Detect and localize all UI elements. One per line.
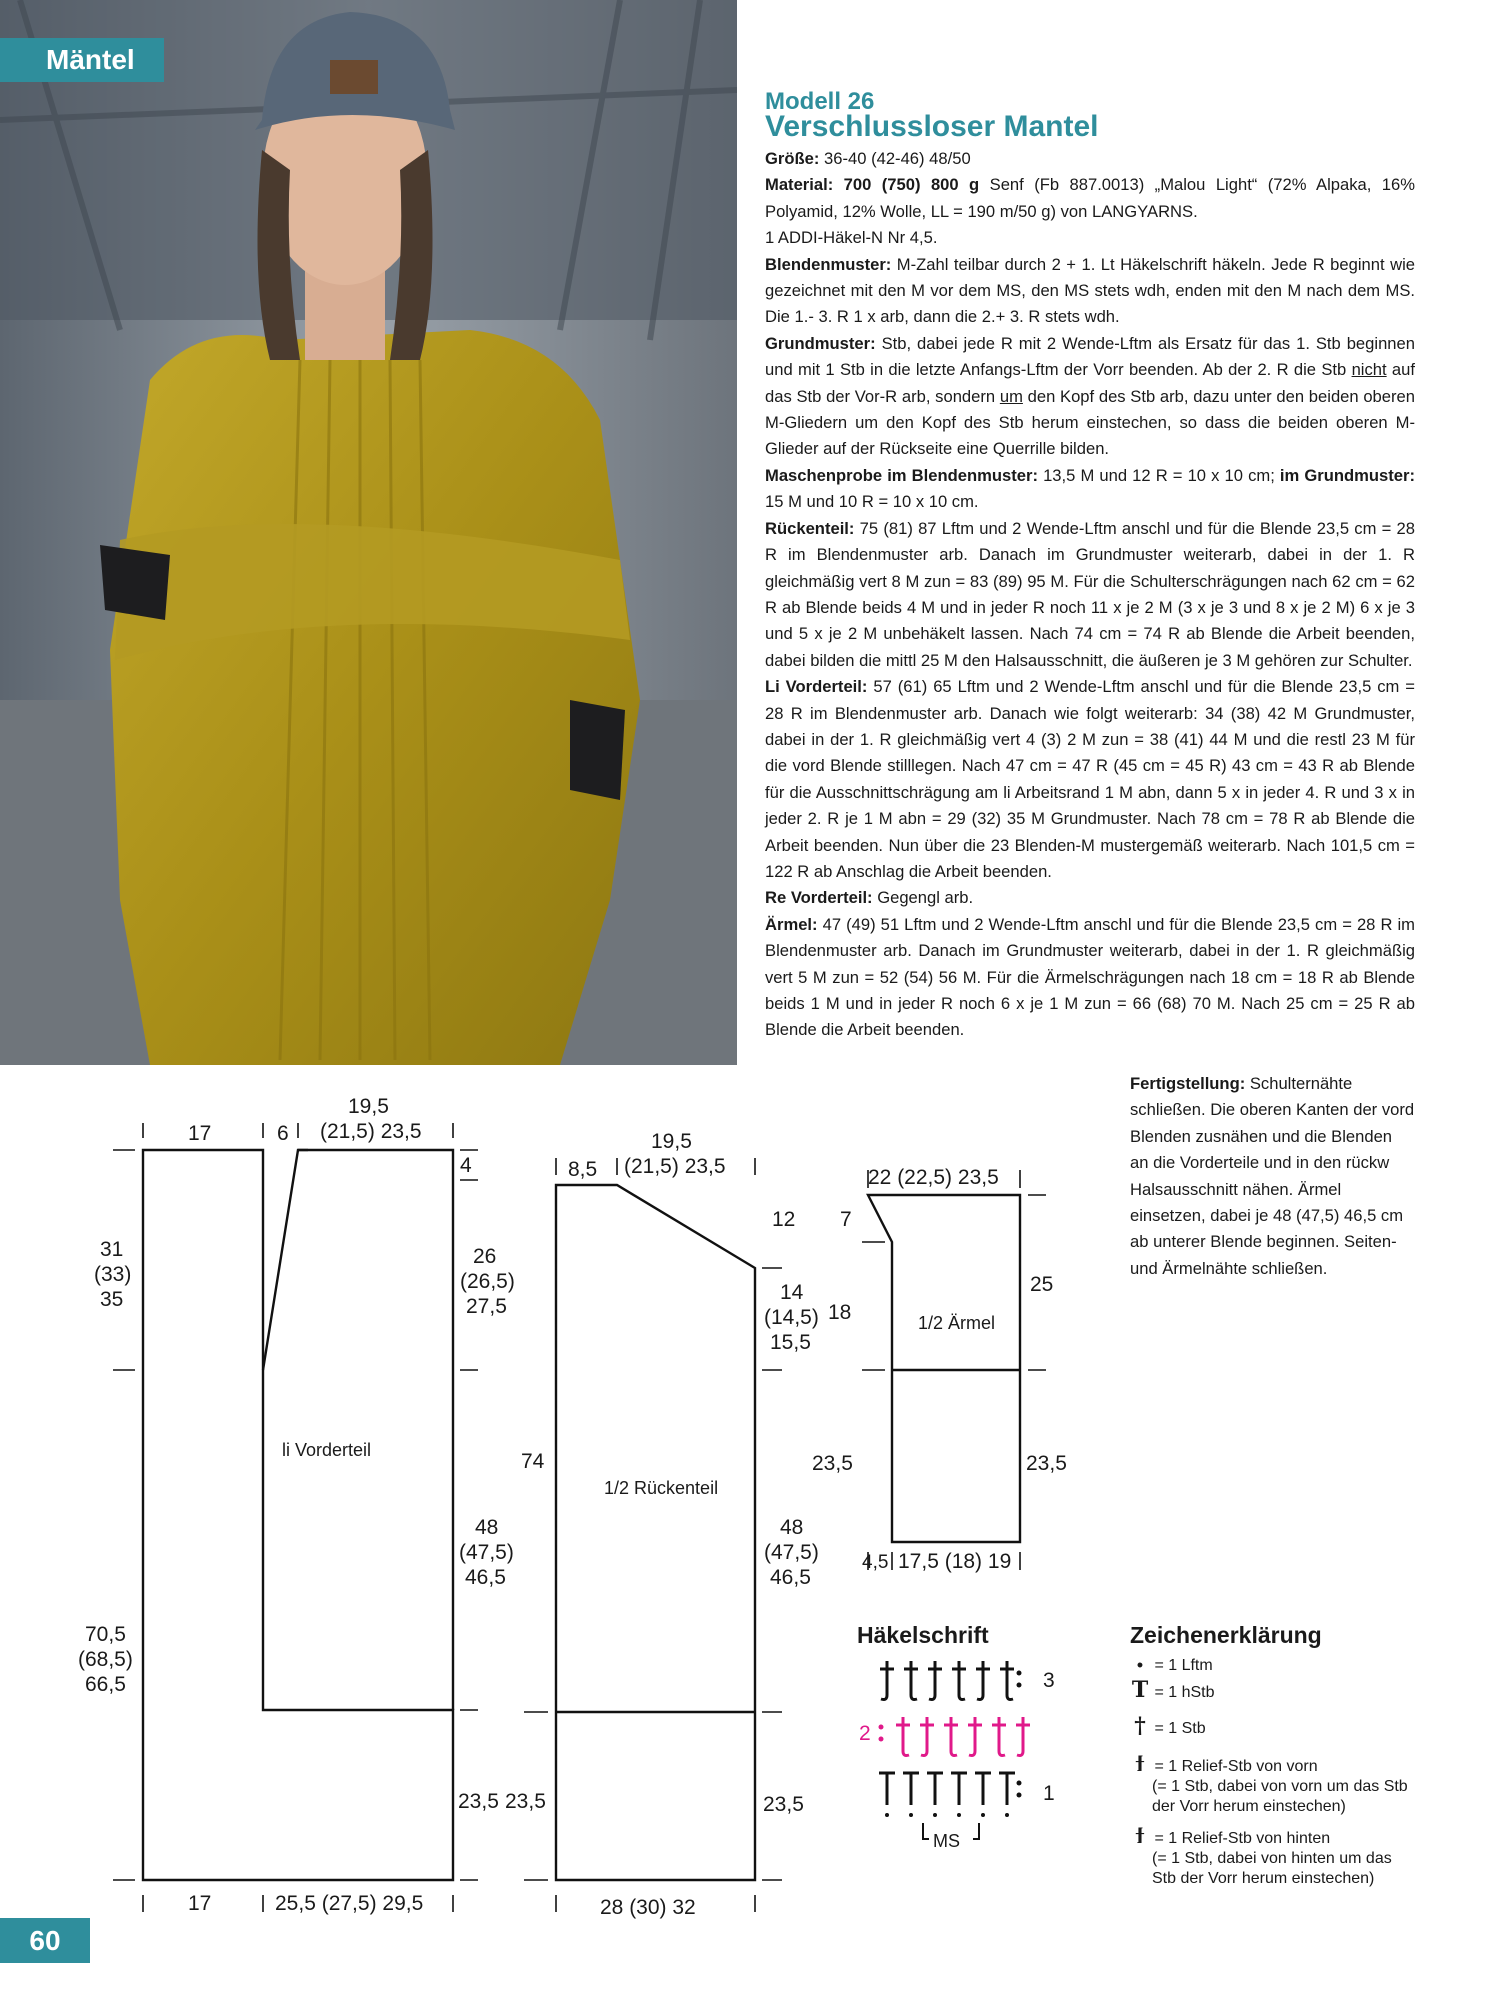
back-dim-right-mid-3: 15,5 [770,1331,811,1354]
hook-paragraph: 1 ADDI-Häkel-N Nr 4,5. [765,228,938,248]
back-dim-top-right-1: 19,5 [651,1130,692,1153]
front-dim-right-mid-1: 26 [473,1245,497,1268]
front-dim-left-upper-3: 35 [100,1288,124,1311]
sleeve-dim-right-top: 25 [1030,1273,1054,1296]
front-dim-left-lower-1: 70,5 [85,1623,126,1646]
finishing-paragraph: Fertigstellung: Schulternähte schließen. Die oberen Kanten der vord Blenden zusnähen und die Blenden an die Vorderteile und in den rückw Halsausschnitt nähen. Ärmel einsetzen, dabei je 48 (47,5) 46,5 cm ab unterer Blende beginnen. Seiten- und Ärmelnähte schließen. [1130,1074,1415,1278]
front-dim-right-mid-3: 27,5 [466,1295,507,1318]
crochet-chart-title: Häkelschrift [857,1622,989,1648]
front-dim-right-low-3: 46,5 [465,1566,506,1589]
chart-row-3-label: 3 [1043,1669,1055,1692]
sleeve-dim-left-mid: 18 [828,1301,852,1324]
chart-row-1-label: 1 [1043,1782,1055,1805]
back-dim-right-mid-2: (14,5) [764,1306,819,1329]
sleeve-piece-label: 1/2 Ärmel [918,1313,996,1333]
back-post-dc-icon: ϯ [1135,1823,1145,1849]
half-double-crochet-icon: T [1131,1677,1149,1703]
back-piece-label: 1/2 Rückenteil [604,1478,719,1498]
legend-item-dc: † = 1 Stb [1130,1716,1206,1739]
front-dim-top-mid: 6 [277,1122,289,1145]
back-dim-left-band: 23,5 [505,1790,546,1813]
chart-row-1 [879,1773,1015,1805]
back-dim-top-left: 8,5 [568,1158,598,1181]
double-crochet-icon: † [1134,1713,1146,1739]
front-dim-top-left: 17 [188,1122,212,1145]
back-dim-right-low-2: (47,5) [764,1541,819,1564]
front-post-dc-icon: ϯ [1135,1751,1145,1777]
model-photo [0,0,737,1065]
back-dim-top-right-2: (21,5) 23,5 [624,1155,726,1178]
legend-item-hdc: T = 1 hStb [1131,1677,1215,1703]
front-dim-right-mid-2: (26,5) [460,1270,515,1293]
crochet-chart [855,1655,1075,1865]
chart-row-2 [896,1717,1030,1756]
front-dim-left-lower-3: 66,5 [85,1673,126,1696]
front-dim-top-right-1: 19,5 [348,1095,389,1118]
sleeve-dim-top: 22 (22,5) 23,5 [868,1166,999,1189]
back-dim-left-height: 74 [521,1450,545,1473]
front-dim-bottom-left: 17 [188,1892,212,1915]
model-number: Modell 26 [765,88,875,115]
back-dim-right-mid-1: 14 [780,1281,804,1304]
sleeve-dim-left-band: 23,5 [812,1452,853,1475]
front-dim-right-low-1: 48 [475,1516,499,1539]
front-dim-right-top: 4 [460,1154,472,1177]
legend-item-front-post: ϯ = 1 Relief-Stb von vorn (= 1 Stb, dabei von vorn um das Stb der Vorr herum einstechen) [1130,1754,1412,1817]
back-dim-right-top: 12 [772,1208,796,1231]
back-piece [556,1185,755,1880]
right-front-paragraph: Re Vorderteil: Gegengl arb. [765,888,974,908]
front-piece-label: li Vorderteil [282,1440,372,1460]
model-title: Verschlussloser Mantel [765,110,1099,143]
gauge-paragraph: Maschenprobe im Blendenmuster: 13,5 M und 12 R = 10 x 10 cm; im Grundmuster: 15 M und 10 R = 10 x 10 cm. [765,465,1415,512]
chain-stitch-icon: • [1135,1658,1145,1674]
material-paragraph: Material: 700 (750) 800 g Senf (Fb 887.0013) „Malou Light“ (72% Alpaka, 16% Polyamid, 12% Wolle, LL = 190 m/50 g) von LANGYARNS. [765,175,1415,221]
instructions-text [765,146,1415,1044]
model-photo-illustration [0,0,737,1065]
sleeve-dim-right-band: 23,5 [1026,1452,1067,1475]
size-paragraph: Größe: 36-40 (42-46) 48/50 [765,149,971,168]
legend-item-chain: • = 1 Lftm [1130,1656,1213,1676]
sleeve-paragraph: Ärmel: 47 (49) 51 Lftm und 2 Wende-Lftm anschl und für die Blende 23,5 cm = 28 R im Blendenmuster arb. Danach im Grundmuster weiterarb, dabei in der 1. R gleichmäßig vert 5 M zun = 52 (54) 56 M. Für die Ärmelschrägungen nach 18 cm = 18 R ab Blende beids 1 M und in jeder R noch 6 x je 1 M zun = 66 (68) 70 M. Nach 25 cm = 25 R ab Blende die Arbeit beenden. [765,914,1415,1040]
legend-item-back-post: ϯ = 1 Relief-Stb von hinten (= 1 Stb, dabei von hinten um das Stb der Vorr herum einstechen) [1130,1826,1412,1889]
back-dim-right-low-3: 46,5 [770,1566,811,1589]
front-dim-left-lower-2: (68,5) [78,1648,133,1671]
chart-row-3 [880,1661,1014,1700]
back-paragraph: Rückenteil: 75 (81) 87 Lftm und 2 Wende-Lftm anschl und für die Blende 23,5 cm = 28 R im Blendenmuster arb. Danach im Grundmuster weiterarb, dabei in der 1. R gleichmäßig vert 8 M zun = 83 (89) 95 M. Für die Schulterschrägungen nach 62 cm = 62 R ab Blende beids 4 M und in jeder R noch 11 x je 2 M (3 x je 3 und 8 x je 2 M) 6 x je 3 und 5 x je 2 M unbehäkelt lassen. Nach 74 cm = 74 R ab Blende die Arbeit beenden, dabei bilden die mittl 25 M den Halsausschnitt, die äußeren je 3 M gehören zur Schulter. [765,518,1415,670]
base-pattern-paragraph: Grundmuster: Stb, dabei jede R mit 2 Wende-Lftm als Ersatz für das 1. Stb beginnen und mit 1 Stb in die letzte Anfangs-Lftm der Vorr beenden. Ab der 2. R die Stb nicht auf das Stb der Vor-R arb, sondern um den Kopf des Stb arb, dazu unter den beiden oberen M-Gliedern um den Kopf des Stb herum einstechen, so dass die beiden oberen M-Glieder auf der Rückseite eine Querrille bilden. [765,333,1416,459]
front-dim-right-low-2: (47,5) [459,1541,514,1564]
back-dim-bottom: 28 (30) 32 [600,1896,696,1919]
back-dim-right-band: 23,5 [763,1793,804,1816]
sleeve-piece [868,1195,1020,1542]
chart-ms-label: MS [933,1831,960,1851]
sleeve-dim-bottom: 17,5 (18) 19 [898,1550,1012,1573]
legend-title: Zeichenerklärung [1130,1622,1322,1648]
page-number: 60 [0,1918,90,1963]
front-dim-bottom-right: 25,5 (27,5) 29,5 [275,1892,424,1915]
front-dim-left-upper-1: 31 [100,1238,124,1261]
front-dim-right-band: 23,5 [458,1790,499,1813]
left-front-paragraph: Li Vorderteil: 57 (61) 65 Lftm und 2 Wende-Lftm anschl und für die Blende 23,5 cm = 28 R im Blendenmuster arb. Danach wie folgt weiterarb: 34 (38) 42 M Grundmuster, dabei in der 1. R gleichmäßig vert 4 (3) 2 M zun = 38 (41) 44 M und die restl 23 M für die vord Blende stilllegen. Nach 47 cm = 47 R (45 cm = 45 R) 43 cm = 43 R ab Blende für die Ausschnittschrägung am li Arbeitsrand 1 M abn, dann 5 x in jeder 4. R und 3 x in jeder 2. R je 1 M abn = 29 (32) 35 M Grundmuster. Nach 78 cm = 78 R ab Blende die Arbeit beenden. Nun über die 23 Blenden-M mustergemäß weiterarb. Nach 101,5 cm = 122 R ab Anschlag die Arbeit beenden. [765,677,1415,881]
section-tab: Mäntel [0,38,164,82]
front-dim-left-upper-2: (33) [94,1263,132,1286]
front-dim-top-right-2: (21,5) 23,5 [320,1120,422,1143]
chart-row-2-label: 2 [859,1722,871,1745]
front-piece [143,1150,453,1880]
sleeve-dim-bottom-left: 4,5 [862,1552,889,1573]
sleeve-dim-left-top: 7 [840,1208,852,1231]
back-dim-right-low-1: 48 [780,1516,804,1539]
band-pattern-paragraph: Blendenmuster: M-Zahl teilbar durch 2 + 1. Lt Häkelschrift häkeln. Jede R beginnt wie gezeichnet mit den M vor dem MS, den MS stets wdh, enden mit den M nach dem MS. Die 1.- 3. R 1 x arb, dann die 2.+ 3. R stets wdh. [765,254,1415,327]
